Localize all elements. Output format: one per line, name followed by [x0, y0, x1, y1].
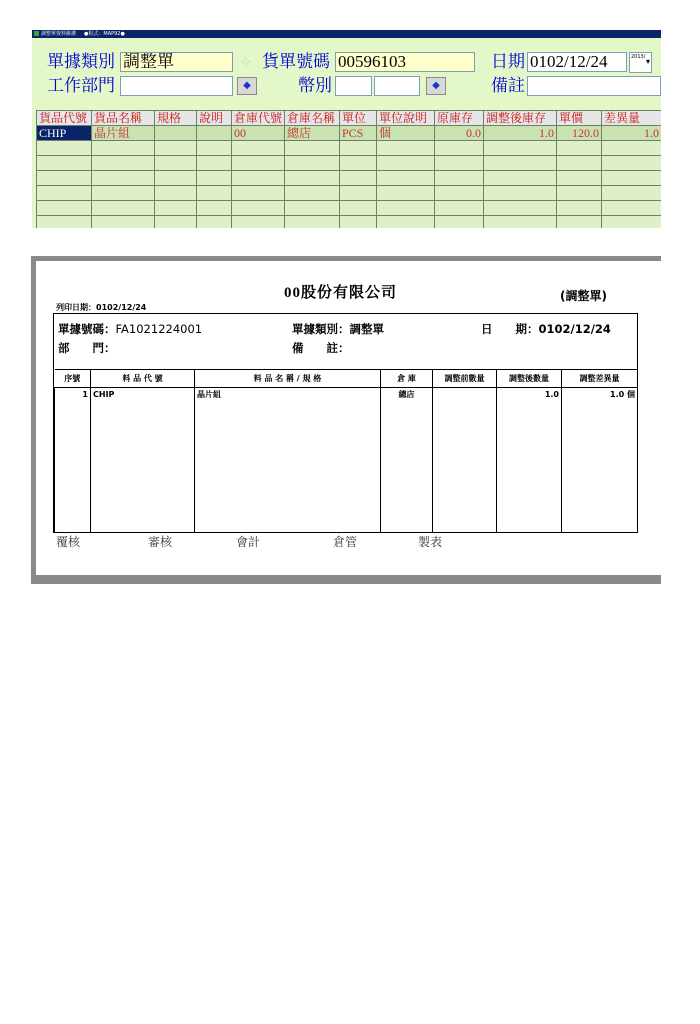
report-remark-label: 備 註： [292, 341, 350, 355]
grid-cell[interactable] [155, 141, 197, 156]
grid-cell[interactable] [155, 126, 197, 141]
grid-cell[interactable] [557, 141, 602, 156]
grid-cell[interactable] [484, 171, 557, 186]
report-remark [292, 341, 350, 355]
report-header-row [55, 370, 638, 388]
report-date-label: 日 期： [481, 322, 539, 336]
report-cell: 晶片組 [195, 388, 381, 402]
grid-cell[interactable] [377, 171, 435, 186]
grid-cell[interactable]: 1.0 [602, 126, 662, 141]
grid-cell[interactable] [197, 126, 232, 141]
report-date-value: 0102/12/24 [538, 322, 611, 336]
grid-cell[interactable] [155, 186, 197, 201]
grid-cell[interactable] [602, 186, 662, 201]
grid-cell[interactable] [37, 186, 92, 201]
col-header[interactable]: 說明 [197, 111, 232, 126]
grid-cell[interactable] [37, 156, 92, 171]
grid-cell[interactable] [285, 141, 340, 156]
grid-cell[interactable] [484, 186, 557, 201]
report-dept [58, 341, 116, 355]
grid-cell[interactable] [435, 216, 484, 229]
grid-cell[interactable] [285, 171, 340, 186]
grid-cell[interactable] [285, 156, 340, 171]
table-row[interactable] [37, 126, 662, 141]
grid-cell[interactable] [197, 156, 232, 171]
grid-cell[interactable] [377, 141, 435, 156]
grid-cell[interactable] [484, 216, 557, 229]
col-header[interactable]: 單價 [557, 111, 602, 126]
grid-cell[interactable]: 120.0 [557, 126, 602, 141]
grid-cell[interactable]: 個 [377, 126, 435, 141]
col-header[interactable]: 單位說明 [377, 111, 435, 126]
window-title: 調整單資料維護 [41, 31, 77, 37]
report-dept-label: 部 門： [58, 341, 116, 355]
grid-cell[interactable] [197, 171, 232, 186]
grid-cell[interactable] [197, 186, 232, 201]
report-cell [562, 402, 638, 533]
grid-cell[interactable] [340, 141, 377, 156]
col-header[interactable]: 規格 [155, 111, 197, 126]
report-date [481, 322, 611, 336]
currency-dropdown-button[interactable] [426, 77, 446, 95]
grid-cell[interactable] [602, 216, 662, 229]
title-bar [32, 30, 661, 38]
table-row[interactable] [37, 201, 662, 216]
grid-cell[interactable] [435, 186, 484, 201]
signature-warehouse: 倉管 [333, 535, 358, 549]
report-doc-no-label: 單據號碼： [58, 322, 116, 336]
report-cell: 1.0 個 [562, 388, 638, 402]
date-label: 日期 [491, 52, 525, 71]
table-row[interactable] [37, 156, 662, 171]
report-doc-type-title: (調整單) [560, 289, 607, 303]
table-row[interactable] [37, 171, 662, 186]
arrow-down-icon: ◆ [243, 80, 251, 91]
grid-cell[interactable] [377, 186, 435, 201]
col-header[interactable]: 單位 [340, 111, 377, 126]
dept-field[interactable] [120, 76, 233, 96]
report-col-header: 調整前數量 [433, 370, 497, 388]
grid-cell[interactable] [37, 141, 92, 156]
grid-cell[interactable] [92, 201, 155, 216]
date-field[interactable]: 0102/12/24 [527, 52, 627, 72]
report-cell: 1.0 [497, 388, 562, 402]
report-cell: 總店 [381, 388, 433, 402]
report-cell [91, 402, 195, 533]
app-window [32, 30, 661, 228]
remark-field[interactable] [527, 76, 661, 96]
grid-cell[interactable] [557, 216, 602, 229]
grid-cell[interactable] [197, 201, 232, 216]
grid-cell[interactable] [285, 201, 340, 216]
grid-cell[interactable] [232, 201, 285, 216]
report-doc-type-label: 單據類別： [292, 322, 350, 336]
lookup-icon[interactable]: ✧ [238, 52, 254, 72]
report-col-header: 倉 庫 [381, 370, 433, 388]
table-row[interactable] [37, 186, 662, 201]
grid-cell[interactable] [232, 216, 285, 229]
grid-cell[interactable] [37, 171, 92, 186]
grid-cell[interactable] [232, 156, 285, 171]
chevron-down-icon[interactable]: ▾ [645, 57, 650, 66]
grid-cell[interactable] [232, 141, 285, 156]
report-col-header: 料 品 代 號 [91, 370, 195, 388]
grid-cell[interactable] [37, 216, 92, 229]
grid-cell[interactable] [340, 186, 377, 201]
report-col-header: 調整後數量 [497, 370, 562, 388]
col-header[interactable]: 差異量 [602, 111, 662, 126]
grid-cell[interactable] [484, 141, 557, 156]
grid-cell[interactable] [377, 156, 435, 171]
report-col-header: 序號 [55, 370, 91, 388]
detail-grid[interactable] [36, 110, 661, 228]
program-code: ●程式：MAP92● [84, 31, 125, 37]
report-print-date [56, 302, 146, 313]
doc-type-field[interactable]: 調整單 [120, 52, 233, 72]
col-header[interactable]: 調整後庫存 [484, 111, 557, 126]
signature-audit: 審核 [148, 535, 173, 549]
grid-cell[interactable]: 0.0 [435, 126, 484, 141]
grid-cell[interactable] [377, 201, 435, 216]
grid-cell[interactable] [435, 141, 484, 156]
grid-cell[interactable] [92, 186, 155, 201]
grid-cell[interactable] [92, 171, 155, 186]
report-frame [53, 313, 638, 533]
report-empty-row [55, 402, 638, 533]
grid-cell[interactable] [232, 171, 285, 186]
grid-cell[interactable]: 總店 [285, 126, 340, 141]
report-cell: 1 [55, 388, 91, 402]
grid-cell[interactable] [285, 216, 340, 229]
grid-cell[interactable] [377, 216, 435, 229]
report-doc-type [292, 322, 384, 336]
report-page [36, 261, 661, 575]
grid-cell[interactable] [155, 156, 197, 171]
report-cell: CHIP [91, 388, 195, 402]
report-cell [433, 388, 497, 402]
grid-cell[interactable] [155, 201, 197, 216]
remark-label: 備註 [491, 76, 525, 95]
col-header[interactable]: 貨品代號 [37, 111, 92, 126]
grid-cell[interactable] [557, 156, 602, 171]
grid-cell[interactable] [557, 186, 602, 201]
report-table [54, 369, 638, 532]
col-header[interactable]: 貨品名稱 [92, 111, 155, 126]
grid-cell[interactable] [285, 186, 340, 201]
app-icon [34, 31, 39, 36]
grid-cell[interactable] [602, 201, 662, 216]
grid-cell[interactable] [197, 141, 232, 156]
grid-cell[interactable] [155, 216, 197, 229]
report-doc-no-value: FA1021224001 [115, 322, 203, 336]
grid-header-row [37, 111, 662, 126]
date-picker[interactable] [629, 52, 652, 73]
grid-cell[interactable] [197, 216, 232, 229]
table-row[interactable] [37, 216, 662, 229]
grid-cell[interactable] [37, 201, 92, 216]
doc-no-field[interactable]: 00596103 [335, 52, 475, 72]
print-date-label: 列印日期： [56, 303, 96, 312]
signature-review: 覆核 [56, 535, 81, 549]
report-col-header: 調整差異量 [562, 370, 638, 388]
grid-cell[interactable] [602, 156, 662, 171]
report-row [55, 388, 638, 402]
grid-cell[interactable] [557, 201, 602, 216]
grid-cell[interactable] [602, 141, 662, 156]
grid-cell[interactable] [557, 171, 602, 186]
grid-cell[interactable] [92, 141, 155, 156]
grid-cell[interactable] [435, 201, 484, 216]
arrow-down-icon: ◆ [432, 80, 440, 91]
report-cell [497, 402, 562, 533]
signature-accounting: 會計 [236, 535, 261, 549]
grid-cell[interactable] [435, 156, 484, 171]
grid-cell[interactable] [92, 156, 155, 171]
grid-cell[interactable]: PCS [340, 126, 377, 141]
grid-cell[interactable] [602, 171, 662, 186]
report-doc-type-value: 調整單 [349, 322, 384, 336]
report-cell [195, 402, 381, 533]
report-cell [433, 402, 497, 533]
currency-field[interactable] [335, 76, 372, 96]
grid-cell[interactable] [484, 156, 557, 171]
grid-cell[interactable]: 晶片組 [92, 126, 155, 141]
print-date-value: 0102/12/24 [96, 303, 147, 312]
grid-cell[interactable] [340, 216, 377, 229]
report-company-name: 00股份有限公司 [284, 285, 398, 301]
grid-cell[interactable] [232, 186, 285, 201]
col-header[interactable]: 倉庫代號 [232, 111, 285, 126]
doc-no-label: 貨單號碼 [262, 52, 330, 71]
report-doc-no [58, 322, 202, 336]
grid-cell[interactable] [435, 171, 484, 186]
report-preview[interactable] [31, 256, 661, 584]
col-header[interactable]: 倉庫名稱 [285, 111, 340, 126]
grid-cell[interactable] [155, 171, 197, 186]
currency-label: 幣別 [298, 76, 332, 95]
grid-cell[interactable] [340, 201, 377, 216]
grid-cell[interactable] [340, 171, 377, 186]
doc-type-label: 單據類別 [47, 52, 115, 71]
grid-cell[interactable] [484, 201, 557, 216]
grid-cell[interactable] [340, 156, 377, 171]
table-row[interactable] [37, 141, 662, 156]
dept-label: 工作部門 [47, 76, 115, 95]
date-picker-year: 2013/ [631, 54, 646, 60]
grid-cell[interactable]: 00 [232, 126, 285, 141]
currency-name-field[interactable] [374, 76, 420, 96]
grid-cell[interactable]: CHIP [37, 126, 92, 141]
grid-cell[interactable] [92, 216, 155, 229]
dept-dropdown-button[interactable] [237, 77, 257, 95]
col-header[interactable]: 原庫存 [435, 111, 484, 126]
report-col-header: 料 品 名 稱 / 規 格 [195, 370, 381, 388]
signature-preparer: 製表 [418, 535, 443, 549]
report-cell [55, 402, 91, 533]
report-cell [381, 402, 433, 533]
grid-cell[interactable]: 1.0 [484, 126, 557, 141]
